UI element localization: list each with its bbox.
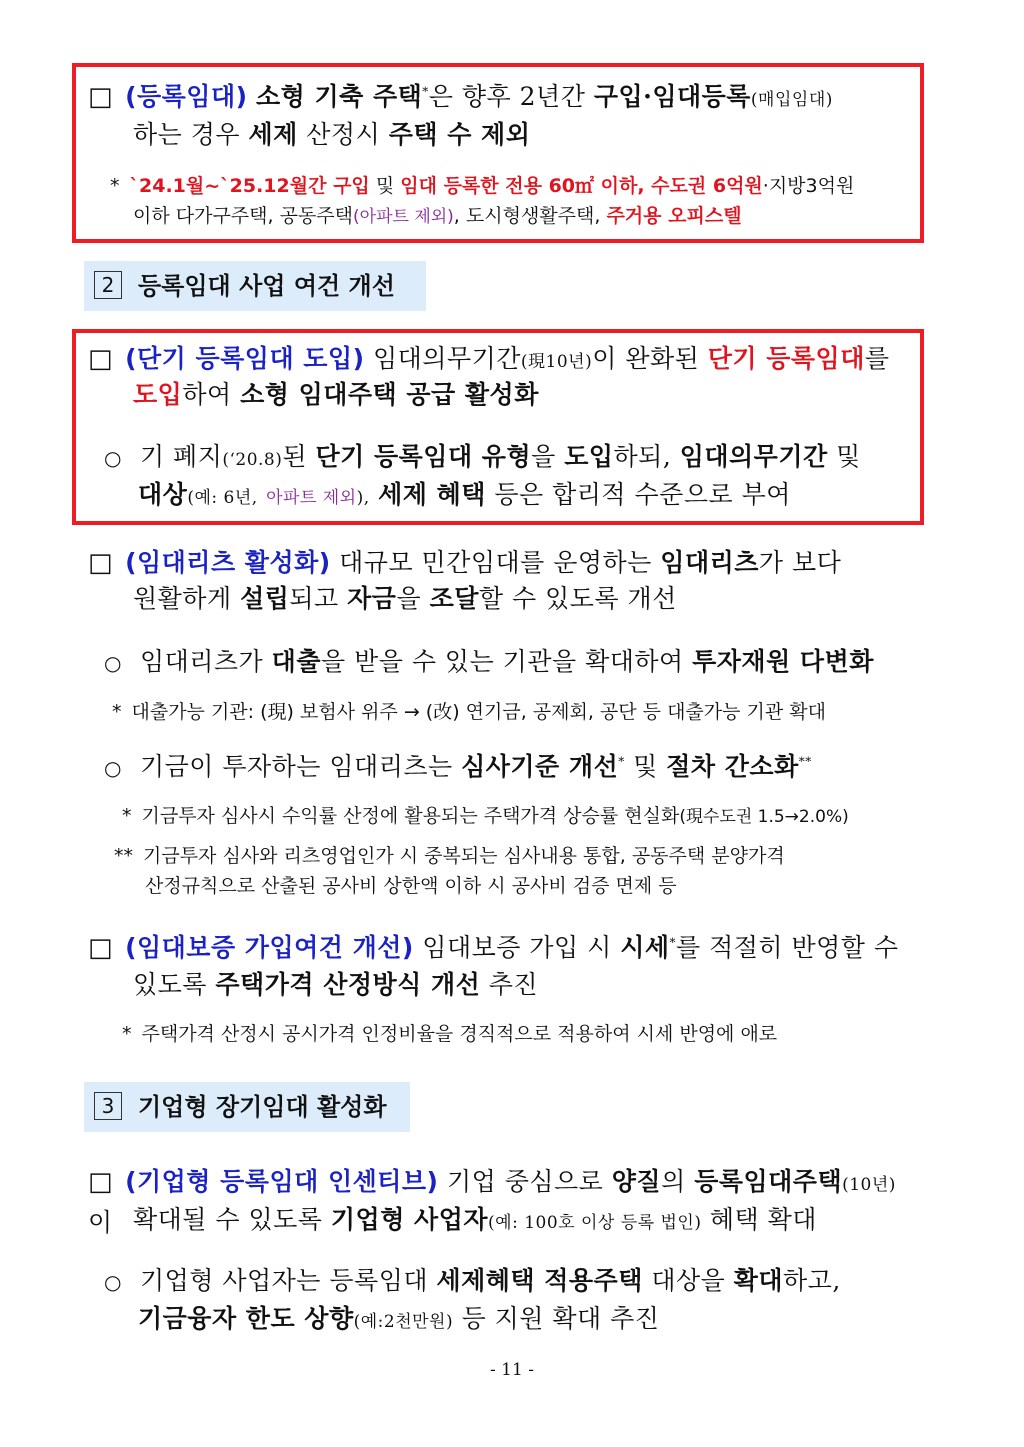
section-title: 기업형 장기임대 활성화 [138,1093,387,1121]
footnote-registered-rental [110,171,916,201]
text: 되고 [289,584,339,613]
bold-text: 기금융자 한도 상향 [138,1304,354,1333]
text: 기금투자 심사시 수익률 산정에 활용되는 주택가격 상승률 현실화 [141,805,680,827]
text: 이 [88,1208,113,1237]
text: (예:2천만원) [353,1312,454,1332]
section-header-2 [84,261,426,311]
bold-text: 세제 혜택 [378,480,486,509]
paragraph-title: (단기 등록임대 도입) [125,344,365,373]
footnote-reits-loans [112,697,918,727]
footnote-rental-guarantee [122,1019,918,1049]
text: 된 [282,442,308,471]
checkbox-bullet: □ [88,344,114,374]
footnote-reits-fund-2 [114,841,918,871]
footnote-mark: * [110,175,120,197]
paragraph-rental-guarantee [88,929,918,967]
text: 하고, [783,1266,841,1295]
section-title: 등록임대 사업 여건 개선 [138,272,395,300]
red-text: 단기 등록임대 [707,344,865,373]
text: 임대의무기간 [373,344,521,373]
footnote-mark: * [618,754,625,769]
circle-bullet: ○ [104,446,122,470]
bold-text: 세제 [248,120,298,149]
bold-text: 임대리츠 [660,548,759,577]
text: 이하 다가구주택, 공동주택 [133,205,354,227]
footnote-mark: * [122,1023,132,1045]
text: 이 완화된 [592,344,700,373]
text: 을 [396,584,422,613]
text: (現10년) [520,352,593,372]
text: 및 [375,175,395,197]
text: (예: 6년, [187,488,258,508]
page-number: - 11 - [490,1360,534,1380]
paragraph-registered-rental-line2 [133,116,913,154]
bullet-short-term-rental-line2 [138,476,918,517]
text: 혜택 확대 [709,1205,817,1234]
bold-text: 도입 [564,442,614,471]
text: 대규모 민간임대를 운영하는 [339,548,652,577]
text: 의 [661,1167,686,1196]
text: 을 [531,442,556,471]
bold-text: 설립 [240,584,290,613]
text: 원활하게 [133,584,232,613]
bold-text: 주택 수 제외 [388,120,531,149]
text: 대출가능 기관: (現) 보험사 위주 → (改) 연기금, 공제회, 공단 등 대출가능 기관 확대 [131,701,826,723]
text: (예: 100호 이상 등록 법인) [488,1213,702,1233]
text: 대상을 [651,1266,726,1295]
text: 은 향후 2년간 [428,82,586,111]
text: (10년) [842,1175,896,1195]
bold-text: 주택가격 산정방식 개선 [215,970,481,999]
bold-text: 시세 [620,933,670,962]
section-number: 3 [94,1092,122,1120]
red-text: 주거용 오피스텔 [606,205,742,227]
text: 산정규칙으로 산출된 공사비 상한액 이하 시 공사비 검증 면제 등 [145,875,677,897]
bold-text: 양질 [611,1167,662,1196]
bold-text: 단기 등록임대 유형 [315,442,532,471]
paragraph-short-term-rental-line2 [133,376,913,414]
bold-text: 조달 [429,584,479,613]
footnote-mark: ** [798,754,812,769]
paragraph-corporate-rental-line2 [133,1201,913,1242]
text: 하되, [613,442,672,471]
text: (現수도권 1.5→2.0%) [679,807,849,827]
bold-text: 소형 임대주택 공급 활성화 [240,380,539,409]
red-text: 임대 등록한 전용 60㎡ 이하, 수도권 6억원 [400,175,763,197]
footnote-mark: * [122,805,132,827]
text: 기업 중심으로 [446,1167,604,1196]
text: 을 받을 수 있는 기관을 확대하여 [320,647,684,676]
text: , 도시형생활주택, [453,205,601,227]
text: (매입임대) [750,90,833,110]
footnote-mark: * [112,701,122,723]
text: 등은 합리적 수준으로 부여 [494,480,791,509]
text: 등 지원 확대 추진 [461,1304,660,1333]
text: 할 수 있도록 개선 [478,584,677,613]
bullet-short-term-rental [104,438,916,479]
footnote-mark: ** [114,845,133,867]
text: 기업형 사업자는 등록임대 [139,1266,428,1295]
text: 추진 [488,970,539,999]
text: 하는 경우 [133,120,241,149]
checkbox-bullet: □ [88,933,114,963]
bold-text: 투자재원 다변화 [692,647,874,676]
red-text: `24.1월~`25.12월간 구입 [129,175,370,197]
bold-text: 절차 간소화 [666,752,799,781]
text: 산정시 [306,120,381,149]
text: 및 [836,442,861,471]
paragraph-title: (등록임대) [125,82,248,111]
bold-text: 소형 기축 주택 [255,82,423,111]
text: 를 적절히 반영할 수 [676,933,899,962]
text: 를 [864,344,890,373]
bullet-corporate-rental [104,1262,916,1301]
bold-text: 구입·임대등록 [593,82,751,111]
text: 기금이 투자하는 임대리츠는 [139,752,453,781]
checkbox-bullet: □ [88,548,114,578]
text: (‘20.8) [222,450,283,470]
checkbox-bullet: □ [88,1167,114,1197]
paragraph-title: (임대리츠 활성화) [125,548,331,577]
text: ), [356,488,370,508]
purple-text: (아파트 제외) [353,207,454,227]
footnote-registered-rental-line2 [133,201,913,232]
bold-text: 대상 [138,480,188,509]
footnote-reits-fund-2-line2 [145,871,915,901]
text: 가 보다 [758,548,842,577]
text: 하여 [182,380,232,409]
section-header-3 [84,1082,410,1132]
bold-text: 자금 [347,584,397,613]
text: 임대리츠가 [139,647,264,676]
text: 임대보증 가입 시 [422,933,612,962]
bold-text: 기업형 사업자 [330,1205,489,1234]
bold-text: 세제혜택 적용주택 [436,1266,643,1295]
circle-bullet: ○ [104,756,122,780]
bullet-reits-loans [104,643,916,682]
text: ·지방3억원 [762,175,855,197]
text: 있도록 [133,970,207,999]
bold-text: 대출 [271,647,321,676]
bold-text: 등록임대주택 [694,1167,843,1196]
footnote-mark: * [422,84,429,99]
bold-text: 확대 [733,1266,784,1295]
text: 확대될 수 있도록 [133,1205,323,1234]
paragraph-rental-reits [88,544,918,582]
paragraph-rental-guarantee-line2 [133,966,913,1004]
bullet-corporate-rental-line2 [138,1300,918,1341]
text: 및 [633,752,658,781]
red-text: 도입 [133,380,183,409]
paragraph-title: (기업형 등록임대 인센티브) [125,1167,439,1196]
footnote-mark: * [669,935,677,950]
checkbox-bullet: □ [88,82,114,112]
bold-text: 임대의무기간 [679,442,828,471]
circle-bullet: ○ [104,651,122,675]
purple-text: 아파트 제외 [266,488,357,508]
text: 주택가격 산정시 공시가격 인정비율을 경직적으로 적용하여 시세 반영에 애로 [141,1023,778,1045]
paragraph-short-term-rental [88,340,918,381]
paragraph-title: (임대보증 가입여건 개선) [125,933,414,962]
footnote-reits-fund-1 [122,801,918,832]
bold-text: 심사기준 개선 [461,752,619,781]
paragraph-rental-reits-line2 [133,580,913,618]
paragraph-registered-rental [88,78,918,119]
text: 기 폐지 [139,442,223,471]
section-number: 2 [94,271,122,299]
circle-bullet: ○ [104,1270,122,1294]
text: 기금투자 심사와 리츠영업인가 시 중복되는 심사내용 통합, 공동주택 분양가격 [143,845,785,867]
bullet-reits-fund [104,748,916,787]
